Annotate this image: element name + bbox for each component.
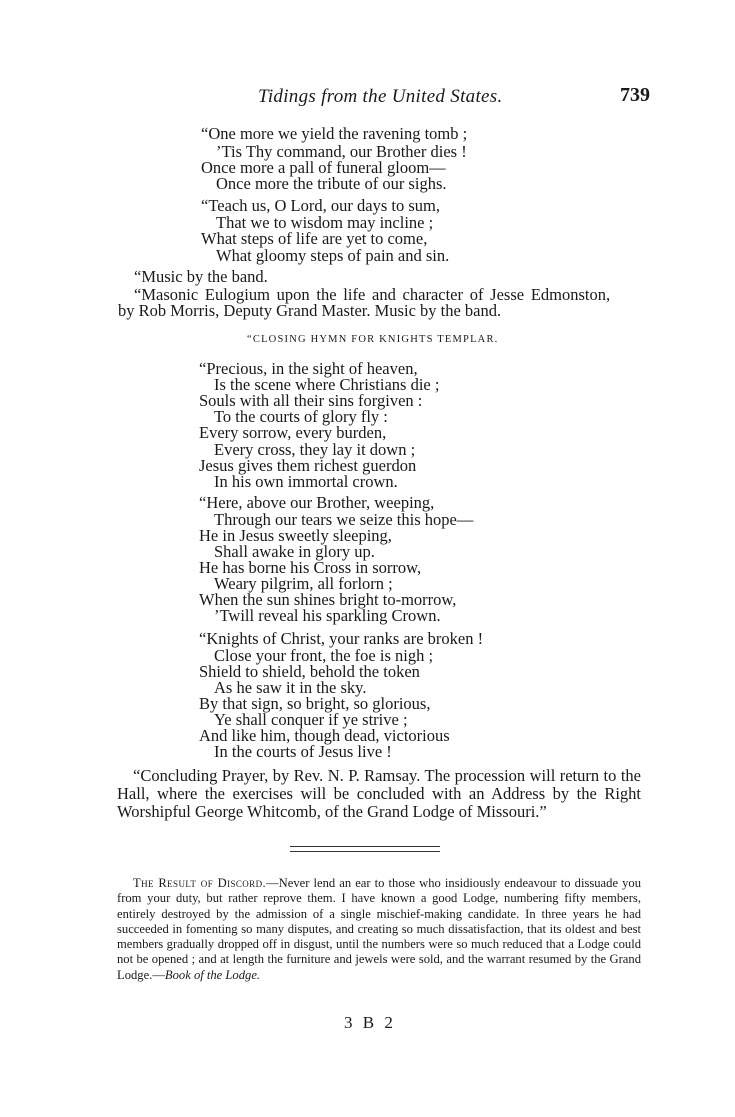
footnote-body: —Never lend an ear to those who insidiously endeavour to dissuade you from your duty, but rather reprove them. I have known a good Lodge, numbering fifty members, entirely destroyed by the admission of a single mischief-making candidate. In three years he had succeeded in fomenting so many disputes, and creating so much dissatisfaction, that its oldest and best members gradually dropped off in disgust, until the numbers were so much reduced that a Lodge could not be opened ; and at length the furniture and jewels were sold, and the warrant resumed by the Grand Lodge.—: [117, 876, 642, 982]
verse-line: Shield to shield, behold the token: [199, 662, 420, 681]
page-header: [0, 86, 735, 110]
verse-line: “One more we yield the ravening tomb ;: [201, 124, 468, 143]
verse-line: Once more a pall of funeral gloom—: [201, 158, 446, 177]
verse-line: “Knights of Christ, your ranks are broken !: [199, 629, 484, 648]
verse-line: To the courts of glory fly :: [214, 407, 388, 426]
verse-line: Every cross, they lay it down ;: [214, 440, 416, 459]
verse-line: Through our tears we seize this hope—: [214, 510, 474, 529]
verse-line: “Here, above our Brother, weeping,: [199, 493, 435, 512]
program-music: “Music by the band.: [134, 267, 268, 286]
verse-line: What gloomy steps of pain and sin.: [216, 246, 450, 265]
page-number: 739: [620, 84, 650, 106]
verse-line: And like him, though dead, victorious: [199, 726, 450, 745]
verse-line: Every sorrow, every burden,: [199, 423, 387, 442]
verse-line: Is the scene where Christians die ;: [214, 375, 440, 394]
verse-line: By that sign, so bright, so glorious,: [199, 694, 431, 713]
verse-line: As he saw it in the sky.: [214, 678, 367, 697]
verse-line: He has borne his Cross in sorrow,: [199, 558, 422, 577]
verse-line: What steps of life are yet to come,: [201, 229, 428, 248]
verse-line: In his own immortal crown.: [214, 472, 398, 491]
verse-line: Jesus gives them richest guerdon: [199, 456, 417, 475]
verse-line: Ye shall conquer if ye strive ;: [214, 710, 408, 729]
signature-mark: 3 B 2: [344, 1013, 396, 1032]
verse-line: Close your front, the foe is nigh ;: [214, 646, 434, 665]
verse-line: ’Tis Thy command, our Brother dies !: [216, 142, 467, 161]
footnote-source: Book of the Lodge.: [164, 967, 261, 982]
verse-line: ’Twill reveal his sparkling Crown.: [214, 606, 441, 625]
footnote-heading: The Result of Discord.: [133, 876, 267, 890]
hymn-title: “CLOSING HYMN FOR KNIGHTS TEMPLAR.: [247, 334, 499, 345]
verse-line: Shall awake in glory up.: [214, 542, 375, 561]
program-eulogium-line-2: by Rob Morris, Deputy Grand Master. Music by the band.: [118, 301, 502, 320]
verse-line: Once more the tribute of our sighs.: [216, 174, 447, 193]
verse-line: Weary pilgrim, all forlorn ;: [214, 574, 393, 593]
footnote: [117, 876, 641, 983]
running-title: Tidings from the United States.: [258, 86, 503, 107]
verse-line: That we to wisdom may incline ;: [216, 213, 434, 232]
section-divider: [290, 851, 440, 852]
verse-line: He in Jesus sweetly sleeping,: [199, 526, 392, 545]
program-eulogium-line-1: “Masonic Eulogium upon the life and character of Jesse Edmonston,: [134, 285, 611, 304]
verse-line: When the sun shines bright to-morrow,: [199, 590, 457, 609]
verse-line: In the courts of Jesus live !: [214, 742, 392, 761]
verse-line: “Teach us, O Lord, our days to sum,: [201, 196, 440, 215]
verse-line: “Precious, in the sight of heaven,: [199, 359, 418, 378]
closing-paragraph: “Concluding Prayer, by Rev. N. P. Ramsay. The procession will return to the Hall, where the exercises will be concluded with an Address by the Right Worshipful George Whitcomb, of the Grand Lodge of Missouri.”: [117, 766, 641, 821]
section-divider: [290, 846, 440, 847]
verse-line: Souls with all their sins forgiven :: [199, 391, 423, 410]
